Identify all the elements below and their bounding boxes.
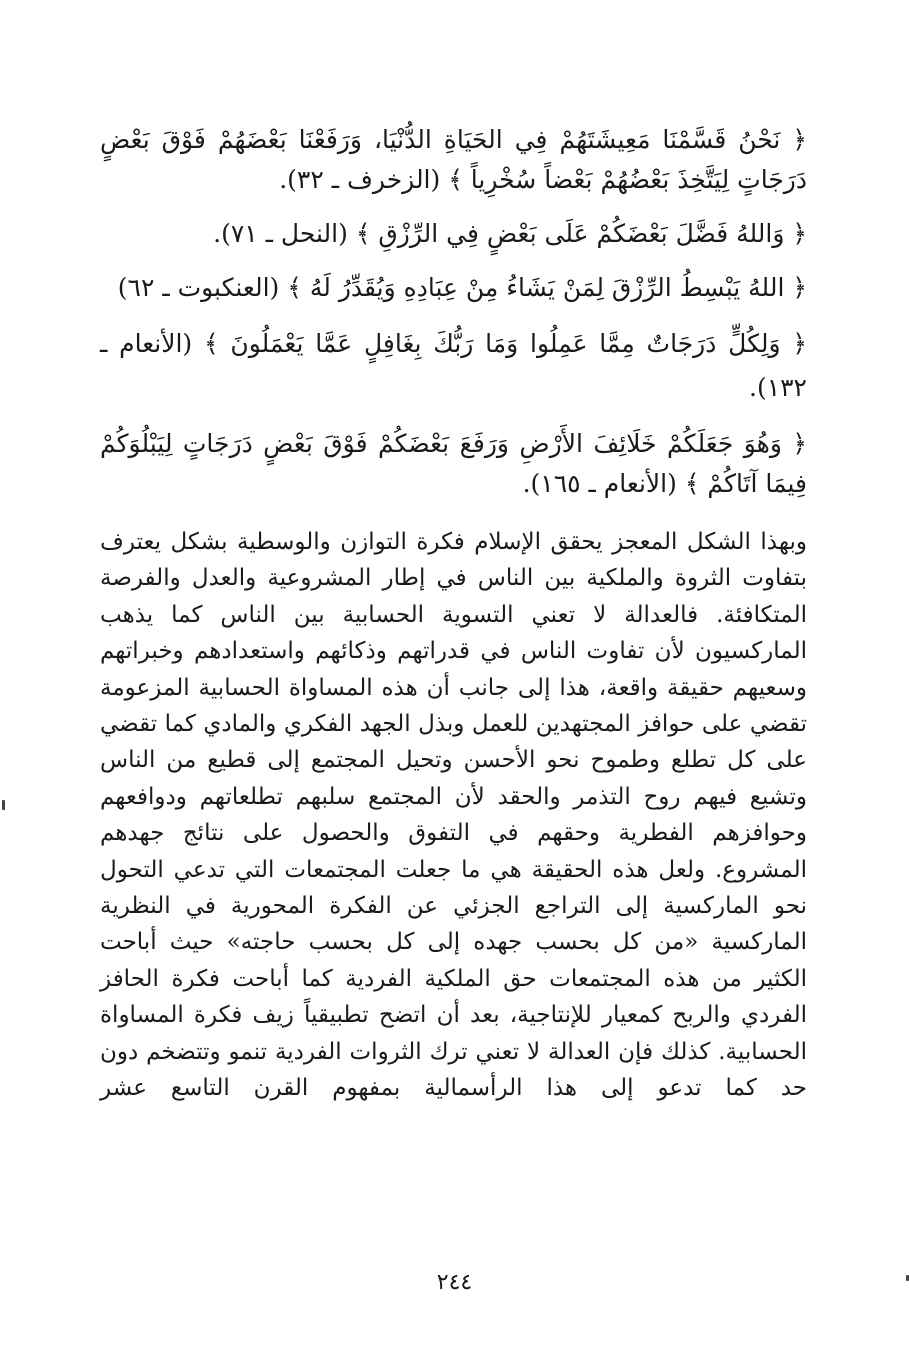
quran-verse-nahl: ﴿ وَاللهُ فَضَّلَ بَعْضَكُمْ عَلَى بَعْضٍ فِي الرِّزْقِ ﴾ (النحل ـ ٧١). <box>213 219 807 248</box>
page-number: ٢٤٤ <box>436 1270 473 1295</box>
margin-mark <box>2 800 5 810</box>
quran-verse-anam-132: ﴿ وَلِكُلٍّ دَرَجَاتٌ مِمَّا عَمِلُوا وَمَا رَبُّكَ بِغَافِلٍ عَمَّا يَعْمَلُونَ ﴾ (الأنعام ـ ١٣٢). <box>100 329 807 402</box>
quran-verse-zukhruf: ﴿ نَحْنُ قَسَّمْنَا مَعِيشَتَهُمْ فِي الحَيَاةِ الدُّنْيَا، وَرَفَعْنَا بَعْضَهُمْ فَوْقَ بَعْضٍ دَرَجَاتٍ لِيَتَّخِذَ بَعْضُهُمْ بَعْضاً سُخْرِياً ﴾ (الزخرف ـ ٣٢). <box>100 125 807 194</box>
quran-verse-ankabut: ﴿ اللهُ يَبْسِطُ الرِّزْقَ لِمَنْ يَشَاءُ مِنْ عِبَادِهِ وَيُقَدِّرُ لَهُ ﴾ (العنكبوت ـ ٦٢) <box>117 273 807 302</box>
quran-verse-anam-165: ﴿ وَهُوَ جَعَلَكُمْ خَلَائِفَ الأَرْضِ وَرَفَعَ بَعْضَكُمْ فَوْقَ بَعْضٍ دَرَجَاتٍ لِيَبْلُوَكُمْ فِيمَا آتَاكُمْ ﴾ (الأنعام ـ ١٦٥). <box>100 429 807 498</box>
page-body <box>100 120 807 1130</box>
body-paragraph: وبهذا الشكل المعجز يحقق الإسلام فكرة التوازن والوسطية بشكل يعترف بتفاوت الثروة والملكية بين الناس في إطار المشروعية والعدل والفرصة المتكافئة. فالعدالة لا تعني التسوية الحسابية بين الناس كما يذهب الماركسيون لأن تفاوت الناس في قدراتهم وذكائهم واستعدادهم وخبراتهم وسعيهم حقيقة واقعة، هذا إلى جانب أن هذه المساواة الحسابية المزعومة تقضي على حوافز المجتهدين للعمل وبذل الجهد الفكري والمادي كما تقضي على كل تطلع وطموح نحو الأحسن وتحيل المجتمع إلى قطيع من الناس وتشيع فيهم روح التذمر والحقد لأن المجتمع سلبهم تطلعاتهم ودوافعهم وحوافزهم الفطرية وحقهم في التفوق والحصول على نتائج جهدهم المشروع. ولعل هذه الحقيقة هي ما جعلت المجتمعات التي تدعي التحول نحو الماركسية إلى التراجع الجزئي عن الفكرة المحورية في النظرية الماركسية «من كل بحسب جهده إلى كل بحسب حاجته» حيث أباحت الكثير من هذه المجتمعات حق الملكية الفردية كما أباحت فكرة الحافز الفردي والربح كمعيار للإنتاجية، بعد أن اتضح تطبيقياً زيف فكرة المساواة الحسابية. كذلك فإن العدالة لا تعني ترك الثروات الفردية تنمو وتتضخم دون حد كما تدعو إلى هذا الرأسمالية بمفهوم القرن التاسع عشر <box>100 529 807 1102</box>
